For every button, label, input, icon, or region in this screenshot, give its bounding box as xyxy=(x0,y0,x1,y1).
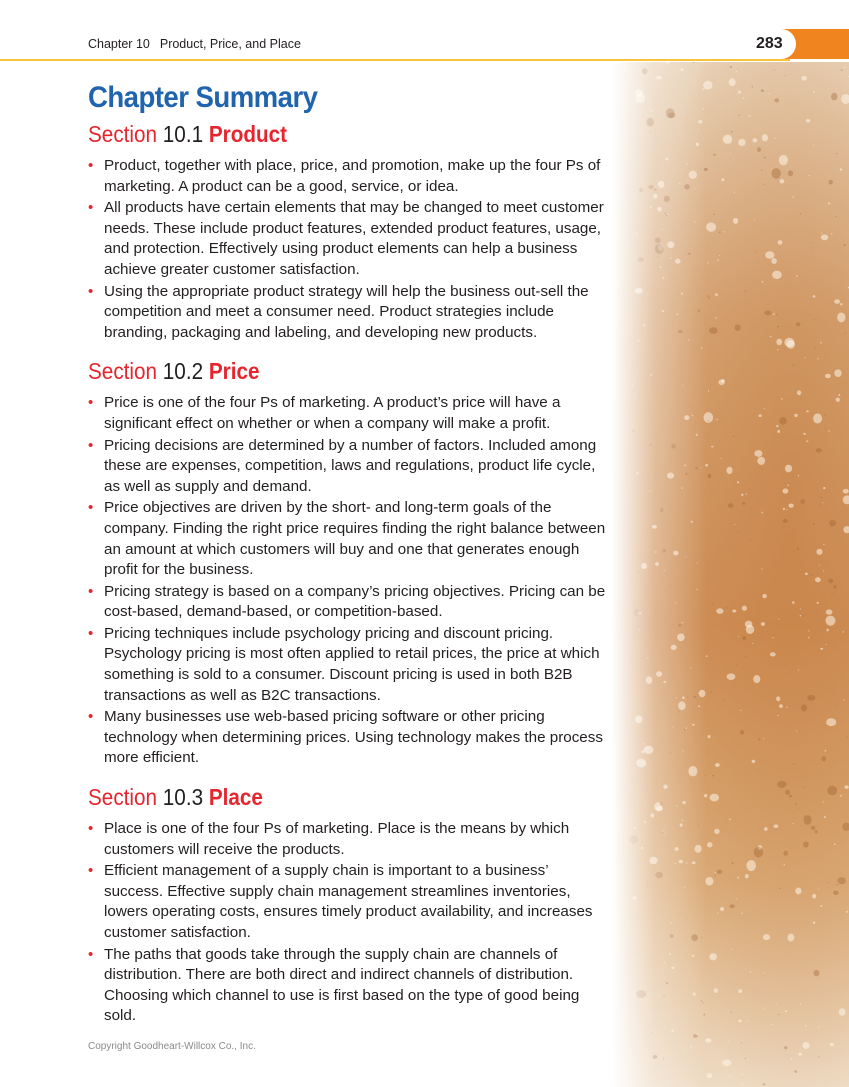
bullet-icon: • xyxy=(88,820,94,838)
page-title: Chapter Summary xyxy=(88,81,318,114)
header-rule xyxy=(0,59,790,61)
bullet-icon: • xyxy=(88,862,94,880)
section-topic: Product xyxy=(208,121,288,147)
list-item: • All products have certain elements that may be changed to meet customer needs. These include product features, extended product features, usage, and protection. Effectively using product elements can help a business achieve greater customer satisfaction. xyxy=(88,199,604,278)
decorative-droplet-panel xyxy=(612,62,849,1087)
bullet-icon: • xyxy=(88,199,94,217)
section-word: Section xyxy=(88,784,158,811)
section-number: 10.2 xyxy=(162,358,204,385)
bullet-icon: • xyxy=(88,157,94,174)
list-item: • Using the appropriate product strategy will help the business out-sell the competition and meet a consumer need. Product strategies include branding, packaging and labeling, and developing new products. xyxy=(88,282,589,341)
page-number: 283 xyxy=(756,35,783,52)
section-10-2 xyxy=(88,357,608,769)
bullet-list xyxy=(88,156,608,343)
section-number: 10.1 xyxy=(162,121,204,147)
list-item: • Price objectives are driven by the short- and long-term goals of the company. Finding the right price requires finding the right balance between an amount at which customers will buy and one that generates enough profit for the business. xyxy=(88,499,606,579)
copyright-footer: Copyright Goodheart-Willcox Co., Inc. xyxy=(88,1041,256,1052)
list-item: • Pricing decisions are determined by a number of factors. Included among these are expenses, competition, laws and regulations, product life cycle, as well as supply and demand. xyxy=(88,436,597,495)
bullet-list xyxy=(88,393,608,769)
list-item: • Pricing techniques include psychology pricing and discount pricing. Psychology pricing is most often applied to retail prices, the price at which something is sold to a consumer. Discount pricing is used in both B2B transactions as well as B2C transactions. xyxy=(88,624,600,704)
section-number: 10.3 xyxy=(162,784,204,811)
page-number-tab xyxy=(752,29,849,59)
section-topic: Place xyxy=(208,784,263,811)
running-head xyxy=(88,37,301,51)
section-heading xyxy=(88,357,556,385)
list-item: • Efficient management of a supply chain is important to a business’ success. Effective supply chain management streamlines inventories, lowers operating costs, ensures timely product availability, and increases customer satisfaction. xyxy=(88,862,593,941)
section-word: Section xyxy=(88,121,158,147)
list-item: • The paths that goods take through the supply chain are channels of distribution. There are both direct and indirect channels of distribution. Choosing which channel to use is first based on the type of good being sold. xyxy=(88,945,580,1025)
bullet-icon: • xyxy=(88,282,94,300)
chapter-summary-content xyxy=(88,80,608,1028)
droplet-texture-image xyxy=(612,62,849,1087)
section-word: Section xyxy=(88,358,158,385)
list-item: • Pricing strategy is based on a company’s pricing objectives. Pricing can be cost-based, demand-based, or competition-based. xyxy=(88,582,606,621)
bullet-icon: • xyxy=(88,436,94,454)
page-tab-white xyxy=(752,29,796,59)
bullet-icon: • xyxy=(88,624,94,642)
section-10-3 xyxy=(88,783,608,1027)
chapter-label: Chapter 10 xyxy=(88,37,150,51)
chapter-name: Product, Price, and Place xyxy=(159,37,301,51)
bullet-icon: • xyxy=(88,582,94,600)
list-item: • Price is one of the four Ps of marketing. A product’s price will have a significant effect on whether or when a company will make a profit. xyxy=(88,394,561,432)
section-heading xyxy=(88,783,556,811)
bullet-icon: • xyxy=(88,945,94,963)
list-item: • Product, together with place, price, and promotion, make up the four Ps of marketing. A product can be a good, service, or idea. xyxy=(88,157,601,195)
list-item: • Many businesses use web-based pricing software or other pricing technology when determining prices. Using technology makes the process more efficient. xyxy=(88,708,603,767)
section-10-1 xyxy=(88,120,608,343)
bullet-icon: • xyxy=(88,499,94,517)
section-heading xyxy=(88,120,556,148)
bullet-icon: • xyxy=(88,394,94,412)
bullet-list xyxy=(88,819,608,1027)
bullet-icon: • xyxy=(88,708,94,726)
list-item: • Place is one of the four Ps of marketing. Place is the means by which customers will receive the products. xyxy=(88,820,570,858)
section-topic: Price xyxy=(208,358,260,385)
